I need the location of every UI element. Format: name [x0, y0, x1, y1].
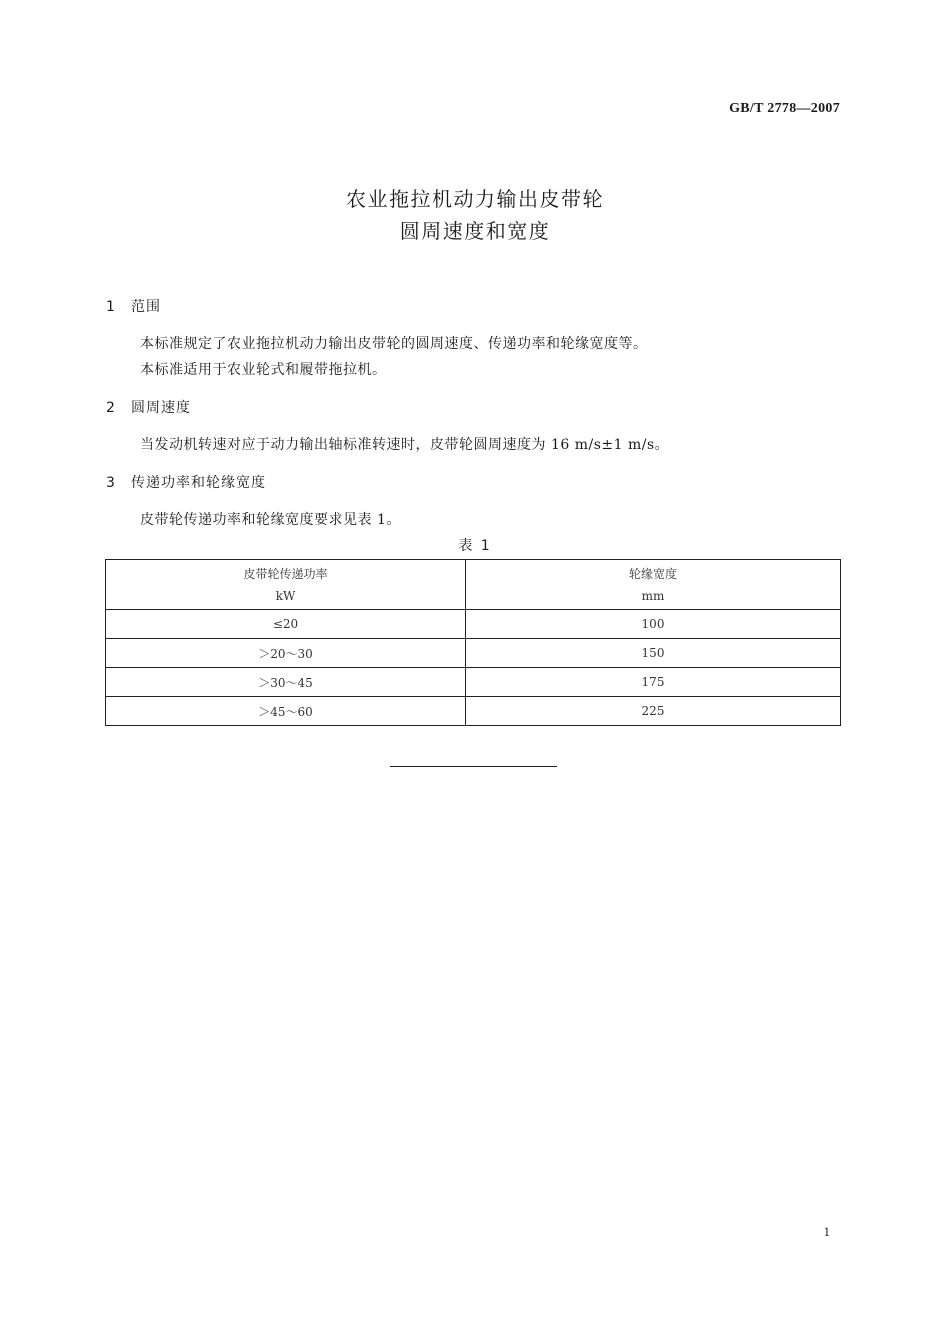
table-row	[106, 639, 841, 668]
table-row	[106, 697, 841, 726]
table-cell: 225	[466, 697, 841, 726]
title-line-1: 农业拖拉机动力输出皮带轮	[346, 187, 604, 211]
section-title: 范围	[131, 299, 161, 315]
section-3-paragraph-1: 皮带轮传递功率和轮缘宽度要求见表 1。	[140, 512, 401, 528]
table-row	[106, 610, 841, 639]
section-title: 传递功率和轮缘宽度	[131, 475, 266, 491]
section-number: 1	[106, 299, 116, 315]
section-1-paragraph-1: 本标准规定了农业拖拉机动力输出皮带轮的圆周速度、传递功率和轮缘宽度等。	[140, 336, 648, 352]
section-1-paragraph-2: 本标准适用于农业轮式和履带拖拉机。	[140, 362, 387, 378]
end-rule-divider	[390, 766, 557, 767]
column-header-width	[466, 560, 841, 610]
page-number: 1	[823, 1224, 830, 1239]
document-title	[0, 183, 950, 247]
table-cell: ＞45～60	[106, 697, 466, 726]
section-title: 圆周速度	[131, 400, 191, 416]
table-cell: ＞20～30	[106, 639, 466, 668]
standard-code: GB/T 2778—2007	[729, 101, 840, 116]
table-caption: 表 1	[458, 538, 492, 554]
spec-table	[105, 559, 841, 726]
table-cell: 150	[466, 639, 841, 668]
column-label: 轮缘宽度	[628, 566, 677, 581]
section-number: 3	[106, 475, 116, 491]
table-cell: ≤20	[106, 610, 466, 639]
table-header-row	[106, 560, 841, 610]
section-2-paragraph-1: 当发动机转速对应于动力输出轴标准转速时，皮带轮圆周速度为 16 m/s±1 m/s。	[140, 437, 670, 453]
section-1-heading	[106, 296, 161, 316]
table-cell: 100	[466, 610, 841, 639]
column-label: 皮带轮传递功率	[243, 566, 328, 581]
table-row	[106, 668, 841, 697]
section-3-heading	[106, 472, 266, 492]
title-line-2: 圆周速度和宽度	[399, 219, 551, 243]
table-cell: 175	[466, 668, 841, 697]
section-number: 2	[106, 400, 116, 416]
column-header-power	[106, 560, 466, 610]
section-2-heading	[106, 397, 191, 417]
column-unit: kW	[275, 588, 296, 603]
column-unit: mm	[641, 588, 665, 603]
table-cell: ＞30～45	[106, 668, 466, 697]
